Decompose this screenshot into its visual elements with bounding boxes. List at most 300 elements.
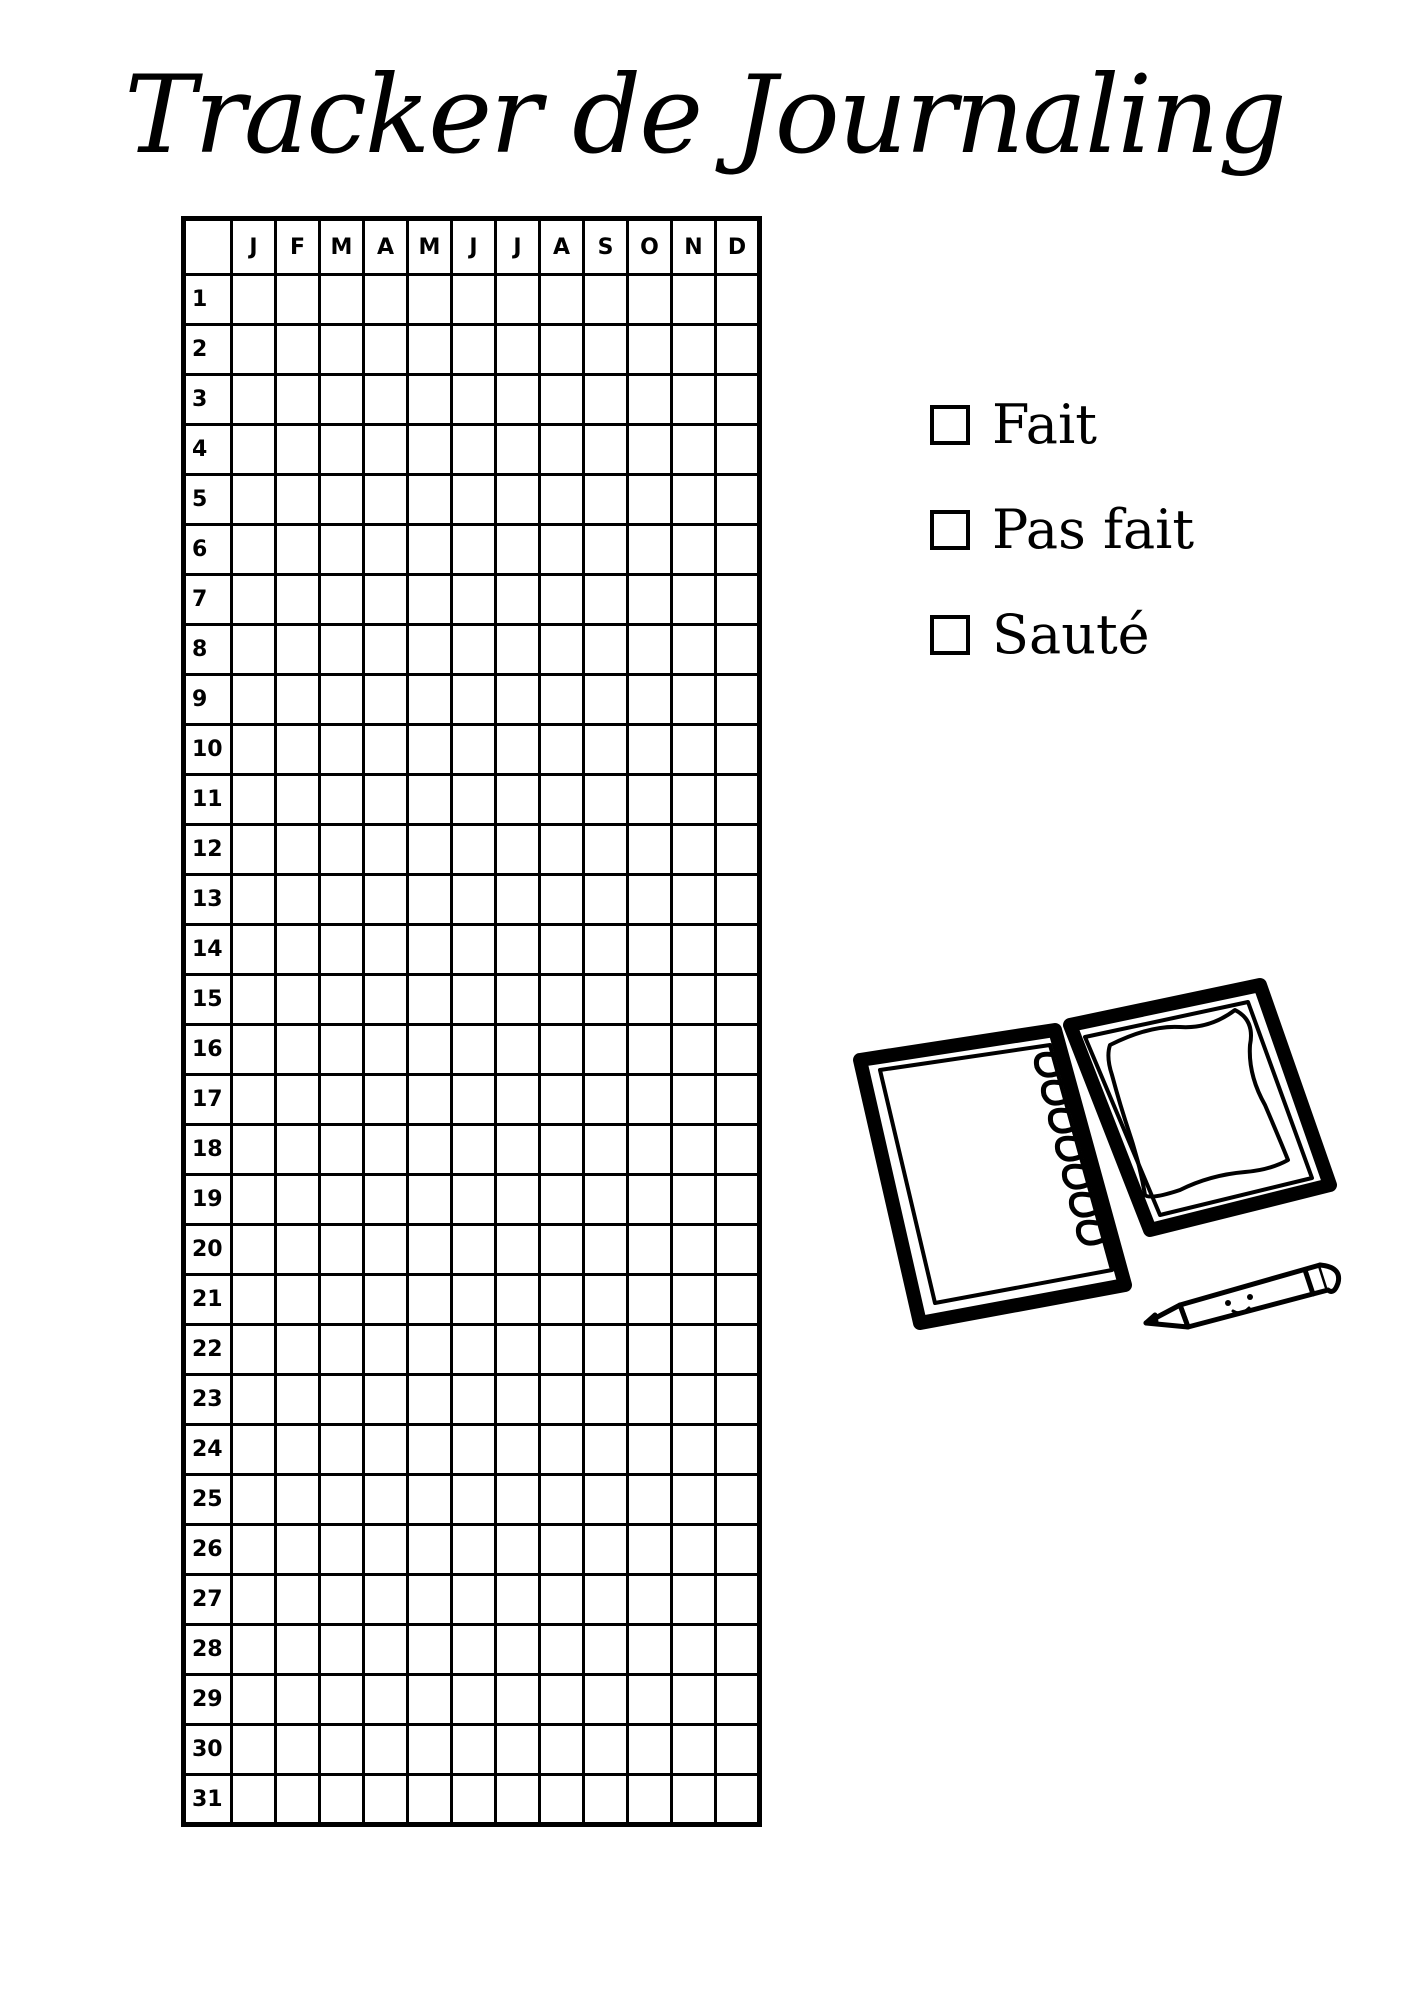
tracker-cell[interactable] bbox=[452, 725, 496, 775]
tracker-cell[interactable] bbox=[232, 575, 276, 625]
tracker-cell[interactable] bbox=[628, 1175, 672, 1225]
tracker-cell[interactable] bbox=[320, 1775, 364, 1825]
tracker-cell[interactable] bbox=[672, 1725, 716, 1775]
tracker-cell[interactable] bbox=[276, 475, 320, 525]
tracker-cell[interactable] bbox=[232, 825, 276, 875]
tracker-cell[interactable] bbox=[672, 1775, 716, 1825]
tracker-cell[interactable] bbox=[364, 425, 408, 475]
tracker-cell[interactable] bbox=[540, 1425, 584, 1475]
tracker-cell[interactable] bbox=[320, 1025, 364, 1075]
tracker-cell[interactable] bbox=[364, 1125, 408, 1175]
tracker-cell[interactable] bbox=[232, 1575, 276, 1625]
tracker-cell[interactable] bbox=[584, 1725, 628, 1775]
tracker-cell[interactable] bbox=[540, 1175, 584, 1225]
tracker-cell[interactable] bbox=[320, 1175, 364, 1225]
tracker-cell[interactable] bbox=[232, 375, 276, 425]
tracker-cell[interactable] bbox=[232, 525, 276, 575]
tracker-cell[interactable] bbox=[408, 275, 452, 325]
tracker-cell[interactable] bbox=[540, 1025, 584, 1075]
tracker-cell[interactable] bbox=[452, 625, 496, 675]
tracker-cell[interactable] bbox=[364, 875, 408, 925]
tracker-cell[interactable] bbox=[672, 275, 716, 325]
tracker-cell[interactable] bbox=[408, 1425, 452, 1475]
tracker-cell[interactable] bbox=[716, 1575, 760, 1625]
tracker-cell[interactable] bbox=[276, 525, 320, 575]
tracker-cell[interactable] bbox=[716, 1625, 760, 1675]
tracker-cell[interactable] bbox=[408, 1725, 452, 1775]
tracker-cell[interactable] bbox=[452, 675, 496, 725]
tracker-cell[interactable] bbox=[496, 1675, 540, 1725]
tracker-cell[interactable] bbox=[496, 1475, 540, 1525]
tracker-cell[interactable] bbox=[364, 1325, 408, 1375]
tracker-cell[interactable] bbox=[276, 275, 320, 325]
tracker-cell[interactable] bbox=[320, 525, 364, 575]
tracker-cell[interactable] bbox=[628, 375, 672, 425]
tracker-cell[interactable] bbox=[320, 1725, 364, 1775]
tracker-cell[interactable] bbox=[672, 1225, 716, 1275]
tracker-cell[interactable] bbox=[452, 1025, 496, 1075]
tracker-cell[interactable] bbox=[408, 875, 452, 925]
tracker-cell[interactable] bbox=[584, 525, 628, 575]
tracker-cell[interactable] bbox=[540, 475, 584, 525]
tracker-cell[interactable] bbox=[496, 1725, 540, 1775]
tracker-cell[interactable] bbox=[628, 925, 672, 975]
tracker-cell[interactable] bbox=[232, 1075, 276, 1125]
tracker-cell[interactable] bbox=[496, 1575, 540, 1625]
tracker-cell[interactable] bbox=[320, 1275, 364, 1325]
tracker-cell[interactable] bbox=[672, 625, 716, 675]
tracker-cell[interactable] bbox=[540, 1325, 584, 1375]
tracker-cell[interactable] bbox=[628, 1525, 672, 1575]
tracker-cell[interactable] bbox=[408, 575, 452, 625]
tracker-cell[interactable] bbox=[496, 725, 540, 775]
tracker-cell[interactable] bbox=[276, 825, 320, 875]
tracker-cell[interactable] bbox=[408, 625, 452, 675]
tracker-cell[interactable] bbox=[716, 1225, 760, 1275]
legend-item-not-done[interactable] bbox=[930, 500, 1194, 560]
tracker-cell[interactable] bbox=[320, 725, 364, 775]
tracker-cell[interactable] bbox=[672, 1025, 716, 1075]
tracker-cell[interactable] bbox=[716, 1475, 760, 1525]
tracker-cell[interactable] bbox=[584, 425, 628, 475]
tracker-cell[interactable] bbox=[320, 825, 364, 875]
tracker-cell[interactable] bbox=[716, 675, 760, 725]
tracker-cell[interactable] bbox=[584, 925, 628, 975]
tracker-cell[interactable] bbox=[540, 425, 584, 475]
tracker-cell[interactable] bbox=[364, 625, 408, 675]
tracker-cell[interactable] bbox=[584, 775, 628, 825]
tracker-cell[interactable] bbox=[408, 675, 452, 725]
tracker-cell[interactable] bbox=[452, 975, 496, 1025]
tracker-cell[interactable] bbox=[584, 1325, 628, 1375]
tracker-cell[interactable] bbox=[496, 1075, 540, 1125]
tracker-cell[interactable] bbox=[408, 1775, 452, 1825]
tracker-cell[interactable] bbox=[540, 525, 584, 575]
tracker-cell[interactable] bbox=[496, 1225, 540, 1275]
tracker-cell[interactable] bbox=[628, 725, 672, 775]
tracker-cell[interactable] bbox=[584, 625, 628, 675]
tracker-cell[interactable] bbox=[408, 1575, 452, 1625]
tracker-cell[interactable] bbox=[452, 875, 496, 925]
tracker-cell[interactable] bbox=[584, 1125, 628, 1175]
tracker-cell[interactable] bbox=[584, 275, 628, 325]
tracker-cell[interactable] bbox=[628, 1725, 672, 1775]
tracker-cell[interactable] bbox=[584, 1475, 628, 1525]
tracker-cell[interactable] bbox=[452, 475, 496, 525]
tracker-cell[interactable] bbox=[716, 1075, 760, 1125]
tracker-cell[interactable] bbox=[540, 875, 584, 925]
tracker-cell[interactable] bbox=[364, 1625, 408, 1675]
tracker-cell[interactable] bbox=[584, 475, 628, 525]
tracker-cell[interactable] bbox=[364, 375, 408, 425]
tracker-cell[interactable] bbox=[408, 1475, 452, 1525]
tracker-cell[interactable] bbox=[320, 675, 364, 725]
tracker-cell[interactable] bbox=[584, 1775, 628, 1825]
tracker-cell[interactable] bbox=[452, 1275, 496, 1325]
tracker-cell[interactable] bbox=[364, 1175, 408, 1225]
tracker-cell[interactable] bbox=[584, 325, 628, 375]
tracker-cell[interactable] bbox=[716, 725, 760, 775]
tracker-cell[interactable] bbox=[276, 1775, 320, 1825]
tracker-cell[interactable] bbox=[320, 975, 364, 1025]
tracker-cell[interactable] bbox=[540, 325, 584, 375]
tracker-cell[interactable] bbox=[364, 1475, 408, 1525]
tracker-cell[interactable] bbox=[320, 625, 364, 675]
tracker-cell[interactable] bbox=[540, 625, 584, 675]
tracker-cell[interactable] bbox=[408, 925, 452, 975]
tracker-cell[interactable] bbox=[584, 1425, 628, 1475]
tracker-cell[interactable] bbox=[232, 675, 276, 725]
tracker-cell[interactable] bbox=[496, 375, 540, 425]
tracker-cell[interactable] bbox=[364, 1275, 408, 1325]
tracker-cell[interactable] bbox=[408, 725, 452, 775]
tracker-cell[interactable] bbox=[364, 1525, 408, 1575]
tracker-cell[interactable] bbox=[320, 1375, 364, 1425]
tracker-cell[interactable] bbox=[276, 1275, 320, 1325]
tracker-cell[interactable] bbox=[672, 925, 716, 975]
tracker-cell[interactable] bbox=[232, 325, 276, 375]
tracker-cell[interactable] bbox=[716, 1675, 760, 1725]
tracker-cell[interactable] bbox=[276, 425, 320, 475]
tracker-cell[interactable] bbox=[628, 1625, 672, 1675]
tracker-cell[interactable] bbox=[496, 1775, 540, 1825]
tracker-cell[interactable] bbox=[232, 1375, 276, 1425]
tracker-cell[interactable] bbox=[408, 825, 452, 875]
tracker-cell[interactable] bbox=[452, 1675, 496, 1725]
tracker-cell[interactable] bbox=[628, 975, 672, 1025]
tracker-cell[interactable] bbox=[628, 1075, 672, 1125]
tracker-cell[interactable] bbox=[276, 575, 320, 625]
tracker-cell[interactable] bbox=[628, 1425, 672, 1475]
tracker-cell[interactable] bbox=[584, 725, 628, 775]
tracker-cell[interactable] bbox=[364, 1025, 408, 1075]
tracker-cell[interactable] bbox=[628, 1375, 672, 1425]
tracker-cell[interactable] bbox=[320, 425, 364, 475]
tracker-cell[interactable] bbox=[232, 775, 276, 825]
tracker-cell[interactable] bbox=[716, 475, 760, 525]
tracker-cell[interactable] bbox=[540, 1675, 584, 1725]
tracker-cell[interactable] bbox=[364, 1375, 408, 1425]
tracker-cell[interactable] bbox=[320, 1225, 364, 1275]
tracker-cell[interactable] bbox=[716, 1775, 760, 1825]
tracker-cell[interactable] bbox=[320, 375, 364, 425]
tracker-cell[interactable] bbox=[496, 875, 540, 925]
tracker-cell[interactable] bbox=[540, 575, 584, 625]
tracker-cell[interactable] bbox=[452, 275, 496, 325]
tracker-cell[interactable] bbox=[628, 1775, 672, 1825]
tracker-cell[interactable] bbox=[364, 925, 408, 975]
tracker-cell[interactable] bbox=[232, 1525, 276, 1575]
tracker-cell[interactable] bbox=[584, 1575, 628, 1625]
tracker-cell[interactable] bbox=[320, 1575, 364, 1625]
tracker-cell[interactable] bbox=[408, 1525, 452, 1575]
tracker-cell[interactable] bbox=[452, 525, 496, 575]
tracker-cell[interactable] bbox=[320, 775, 364, 825]
tracker-cell[interactable] bbox=[232, 1725, 276, 1775]
tracker-cell[interactable] bbox=[584, 1625, 628, 1675]
tracker-cell[interactable] bbox=[540, 275, 584, 325]
tracker-cell[interactable] bbox=[716, 275, 760, 325]
tracker-cell[interactable] bbox=[276, 1475, 320, 1525]
tracker-cell[interactable] bbox=[232, 1775, 276, 1825]
tracker-cell[interactable] bbox=[320, 1325, 364, 1375]
tracker-cell[interactable] bbox=[628, 875, 672, 925]
tracker-cell[interactable] bbox=[408, 1175, 452, 1225]
tracker-cell[interactable] bbox=[364, 1425, 408, 1475]
tracker-cell[interactable] bbox=[364, 1675, 408, 1725]
tracker-cell[interactable] bbox=[276, 375, 320, 425]
tracker-cell[interactable] bbox=[276, 1375, 320, 1425]
tracker-cell[interactable] bbox=[232, 625, 276, 675]
tracker-cell[interactable] bbox=[232, 1175, 276, 1225]
tracker-cell[interactable] bbox=[540, 1625, 584, 1675]
tracker-cell[interactable] bbox=[364, 775, 408, 825]
tracker-cell[interactable] bbox=[496, 325, 540, 375]
tracker-cell[interactable] bbox=[320, 1125, 364, 1175]
tracker-cell[interactable] bbox=[452, 1325, 496, 1375]
tracker-cell[interactable] bbox=[672, 1575, 716, 1625]
tracker-cell[interactable] bbox=[452, 1425, 496, 1475]
tracker-cell[interactable] bbox=[672, 1525, 716, 1575]
tracker-cell[interactable] bbox=[496, 625, 540, 675]
tracker-cell[interactable] bbox=[232, 1225, 276, 1275]
tracker-cell[interactable] bbox=[452, 1575, 496, 1625]
tracker-cell[interactable] bbox=[672, 1075, 716, 1125]
tracker-cell[interactable] bbox=[320, 875, 364, 925]
tracker-cell[interactable] bbox=[716, 1175, 760, 1225]
tracker-cell[interactable] bbox=[584, 1025, 628, 1075]
tracker-cell[interactable] bbox=[276, 775, 320, 825]
tracker-cell[interactable] bbox=[672, 575, 716, 625]
tracker-cell[interactable] bbox=[364, 975, 408, 1025]
tracker-cell[interactable] bbox=[584, 1275, 628, 1325]
checkbox-done[interactable] bbox=[930, 405, 970, 445]
tracker-cell[interactable] bbox=[496, 775, 540, 825]
tracker-cell[interactable] bbox=[584, 375, 628, 425]
tracker-cell[interactable] bbox=[496, 1025, 540, 1075]
tracker-cell[interactable] bbox=[452, 825, 496, 875]
tracker-cell[interactable] bbox=[408, 425, 452, 475]
tracker-cell[interactable] bbox=[232, 1475, 276, 1525]
tracker-cell[interactable] bbox=[628, 1675, 672, 1725]
tracker-cell[interactable] bbox=[408, 375, 452, 425]
tracker-cell[interactable] bbox=[584, 825, 628, 875]
tracker-cell[interactable] bbox=[364, 325, 408, 375]
tracker-cell[interactable] bbox=[540, 375, 584, 425]
tracker-cell[interactable] bbox=[716, 775, 760, 825]
tracker-cell[interactable] bbox=[364, 825, 408, 875]
tracker-cell[interactable] bbox=[496, 1175, 540, 1225]
tracker-cell[interactable] bbox=[276, 875, 320, 925]
tracker-cell[interactable] bbox=[364, 525, 408, 575]
tracker-cell[interactable] bbox=[496, 1425, 540, 1475]
tracker-cell[interactable] bbox=[276, 1525, 320, 1575]
tracker-cell[interactable] bbox=[584, 1075, 628, 1125]
tracker-cell[interactable] bbox=[672, 425, 716, 475]
tracker-cell[interactable] bbox=[320, 1525, 364, 1575]
tracker-cell[interactable] bbox=[496, 975, 540, 1025]
tracker-cell[interactable] bbox=[716, 375, 760, 425]
tracker-cell[interactable] bbox=[540, 1225, 584, 1275]
tracker-cell[interactable] bbox=[496, 1625, 540, 1675]
tracker-cell[interactable] bbox=[672, 1325, 716, 1375]
tracker-cell[interactable] bbox=[276, 1075, 320, 1125]
tracker-cell[interactable] bbox=[320, 1425, 364, 1475]
tracker-cell[interactable] bbox=[584, 1375, 628, 1425]
tracker-cell[interactable] bbox=[672, 1275, 716, 1325]
tracker-cell[interactable] bbox=[232, 975, 276, 1025]
tracker-cell[interactable] bbox=[276, 325, 320, 375]
tracker-cell[interactable] bbox=[672, 1675, 716, 1725]
tracker-cell[interactable] bbox=[672, 325, 716, 375]
tracker-cell[interactable] bbox=[232, 1425, 276, 1475]
tracker-cell[interactable] bbox=[452, 1125, 496, 1175]
tracker-cell[interactable] bbox=[540, 1075, 584, 1125]
tracker-cell[interactable] bbox=[496, 1325, 540, 1375]
tracker-cell[interactable] bbox=[672, 525, 716, 575]
tracker-cell[interactable] bbox=[452, 1625, 496, 1675]
tracker-cell[interactable] bbox=[540, 1775, 584, 1825]
tracker-cell[interactable] bbox=[540, 925, 584, 975]
tracker-cell[interactable] bbox=[408, 1275, 452, 1325]
tracker-cell[interactable] bbox=[232, 1625, 276, 1675]
tracker-cell[interactable] bbox=[716, 1725, 760, 1775]
tracker-cell[interactable] bbox=[408, 1025, 452, 1075]
tracker-cell[interactable] bbox=[320, 275, 364, 325]
tracker-cell[interactable] bbox=[540, 1125, 584, 1175]
tracker-cell[interactable] bbox=[496, 275, 540, 325]
tracker-cell[interactable] bbox=[408, 975, 452, 1025]
tracker-cell[interactable] bbox=[320, 1475, 364, 1525]
tracker-cell[interactable] bbox=[672, 825, 716, 875]
tracker-cell[interactable] bbox=[276, 925, 320, 975]
tracker-cell[interactable] bbox=[276, 1425, 320, 1475]
tracker-cell[interactable] bbox=[716, 825, 760, 875]
tracker-cell[interactable] bbox=[232, 475, 276, 525]
tracker-cell[interactable] bbox=[452, 375, 496, 425]
tracker-cell[interactable] bbox=[232, 1325, 276, 1375]
tracker-cell[interactable] bbox=[408, 1125, 452, 1175]
tracker-cell[interactable] bbox=[540, 975, 584, 1025]
tracker-cell[interactable] bbox=[452, 1075, 496, 1125]
tracker-cell[interactable] bbox=[672, 1375, 716, 1425]
tracker-cell[interactable] bbox=[716, 525, 760, 575]
tracker-cell[interactable] bbox=[628, 575, 672, 625]
tracker-cell[interactable] bbox=[364, 725, 408, 775]
tracker-cell[interactable] bbox=[628, 1125, 672, 1175]
tracker-cell[interactable] bbox=[716, 425, 760, 475]
tracker-cell[interactable] bbox=[276, 1225, 320, 1275]
tracker-cell[interactable] bbox=[672, 475, 716, 525]
tracker-cell[interactable] bbox=[540, 1725, 584, 1775]
tracker-cell[interactable] bbox=[628, 825, 672, 875]
tracker-cell[interactable] bbox=[320, 1675, 364, 1725]
tracker-cell[interactable] bbox=[584, 975, 628, 1025]
tracker-cell[interactable] bbox=[672, 875, 716, 925]
tracker-cell[interactable] bbox=[584, 675, 628, 725]
tracker-cell[interactable] bbox=[628, 675, 672, 725]
tracker-cell[interactable] bbox=[232, 1675, 276, 1725]
tracker-cell[interactable] bbox=[232, 1125, 276, 1175]
tracker-cell[interactable] bbox=[496, 575, 540, 625]
tracker-cell[interactable] bbox=[408, 1675, 452, 1725]
tracker-cell[interactable] bbox=[716, 1125, 760, 1175]
tracker-cell[interactable] bbox=[540, 1375, 584, 1425]
tracker-cell[interactable] bbox=[540, 1475, 584, 1525]
tracker-cell[interactable] bbox=[364, 575, 408, 625]
tracker-cell[interactable] bbox=[320, 1075, 364, 1125]
tracker-cell[interactable] bbox=[672, 375, 716, 425]
tracker-cell[interactable] bbox=[408, 775, 452, 825]
tracker-cell[interactable] bbox=[276, 1675, 320, 1725]
tracker-cell[interactable] bbox=[320, 1625, 364, 1675]
tracker-cell[interactable] bbox=[496, 1125, 540, 1175]
tracker-cell[interactable] bbox=[496, 1275, 540, 1325]
tracker-cell[interactable] bbox=[452, 425, 496, 475]
tracker-cell[interactable] bbox=[584, 1675, 628, 1725]
tracker-cell[interactable] bbox=[628, 1325, 672, 1375]
legend-item-skipped[interactable] bbox=[930, 605, 1194, 665]
tracker-cell[interactable] bbox=[408, 1625, 452, 1675]
tracker-cell[interactable] bbox=[716, 1275, 760, 1325]
tracker-cell[interactable] bbox=[408, 325, 452, 375]
tracker-cell[interactable] bbox=[408, 525, 452, 575]
tracker-cell[interactable] bbox=[716, 1425, 760, 1475]
tracker-cell[interactable] bbox=[540, 1575, 584, 1625]
tracker-cell[interactable] bbox=[628, 325, 672, 375]
tracker-cell[interactable] bbox=[408, 1375, 452, 1425]
tracker-cell[interactable] bbox=[320, 575, 364, 625]
tracker-cell[interactable] bbox=[232, 425, 276, 475]
tracker-cell[interactable] bbox=[716, 975, 760, 1025]
tracker-cell[interactable] bbox=[364, 275, 408, 325]
tracker-cell[interactable] bbox=[496, 1525, 540, 1575]
tracker-cell[interactable] bbox=[452, 1725, 496, 1775]
checkbox-skipped[interactable] bbox=[930, 615, 970, 655]
tracker-cell[interactable] bbox=[452, 1225, 496, 1275]
tracker-cell[interactable] bbox=[628, 275, 672, 325]
tracker-cell[interactable] bbox=[276, 1625, 320, 1675]
tracker-cell[interactable] bbox=[584, 575, 628, 625]
tracker-cell[interactable] bbox=[628, 1025, 672, 1075]
tracker-cell[interactable] bbox=[452, 1175, 496, 1225]
tracker-cell[interactable] bbox=[452, 575, 496, 625]
tracker-cell[interactable] bbox=[452, 325, 496, 375]
tracker-cell[interactable] bbox=[496, 675, 540, 725]
tracker-cell[interactable] bbox=[716, 1525, 760, 1575]
tracker-cell[interactable] bbox=[276, 975, 320, 1025]
tracker-cell[interactable] bbox=[584, 1525, 628, 1575]
